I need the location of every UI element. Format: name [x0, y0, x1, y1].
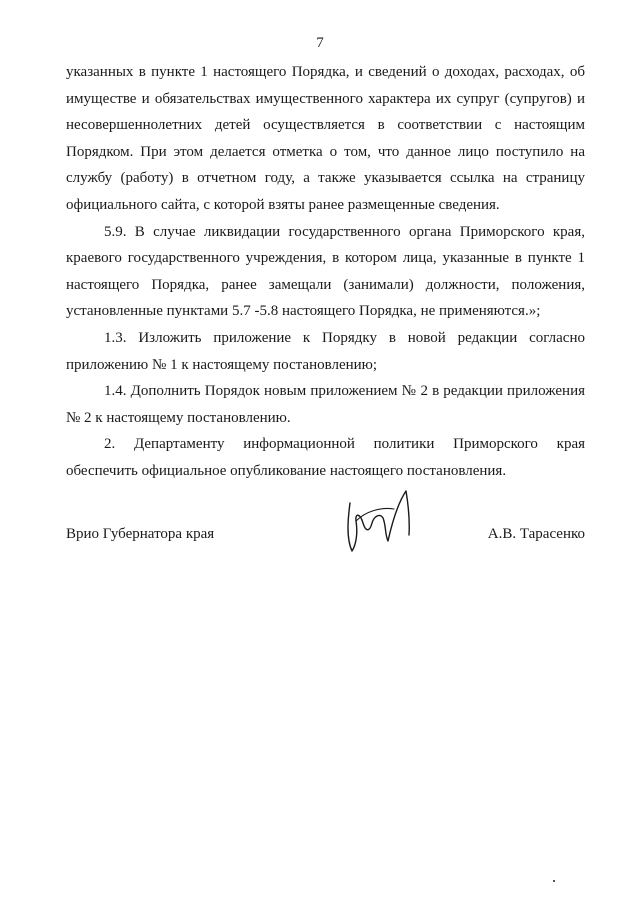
- document-body: [66, 59, 585, 485]
- text-line: 2. Департаменту информационной политики Приморского края: [104, 436, 585, 453]
- text-line: краевого государственного учреждения, в котором лица, указанные в пункте 1: [66, 250, 585, 267]
- text-line: имуществе и обязательствах имущественного характера их супруг (супругов) и: [66, 90, 585, 107]
- text-line: установленные пунктами 5.7 -5.8 настоящего Порядка, не применяются.»;: [66, 303, 541, 320]
- scan-speck: [553, 880, 555, 882]
- text-line: официального сайта, с которой взяты ранее размещенные сведения.: [66, 196, 500, 213]
- text-line: несовершеннолетних детей осуществляется в соответствии с настоящим: [66, 117, 585, 134]
- text-line: приложению № 1 к настоящему постановлению;: [66, 356, 378, 373]
- text-line: указанных в пункте 1 настоящего Порядка, и сведений о доходах, расходах, об: [66, 64, 585, 80]
- text-line: 5.9. В случае ликвидации государственного органа Приморского края,: [104, 223, 585, 240]
- text-line: настоящего Порядка, ранее замещали (занимали) должности, положения,: [66, 276, 585, 293]
- text-line: обеспечить официальное опубликование настоящего постановления.: [66, 462, 507, 479]
- text-line: 1.3. Изложить приложение к Порядку в новой редакции согласно: [104, 329, 585, 346]
- text-line: службу (работу) в отчетном году, а также указывается ссылка на страницу: [66, 170, 585, 187]
- text-line: № 2 к настоящему постановлению.: [66, 409, 291, 426]
- page-number: 7: [316, 35, 324, 51]
- text-line: Порядком. При этом делается отметка о том, что данное лицо поступило на: [66, 143, 585, 160]
- handwritten-signature: [336, 483, 426, 558]
- signatory-title: Врио Губернатора края: [66, 526, 215, 542]
- text-line: 1.4. Дополнить Порядок новым приложением № 2 в редакции приложения: [104, 383, 585, 400]
- signatory-name: А.В. Тарасенко: [487, 526, 585, 542]
